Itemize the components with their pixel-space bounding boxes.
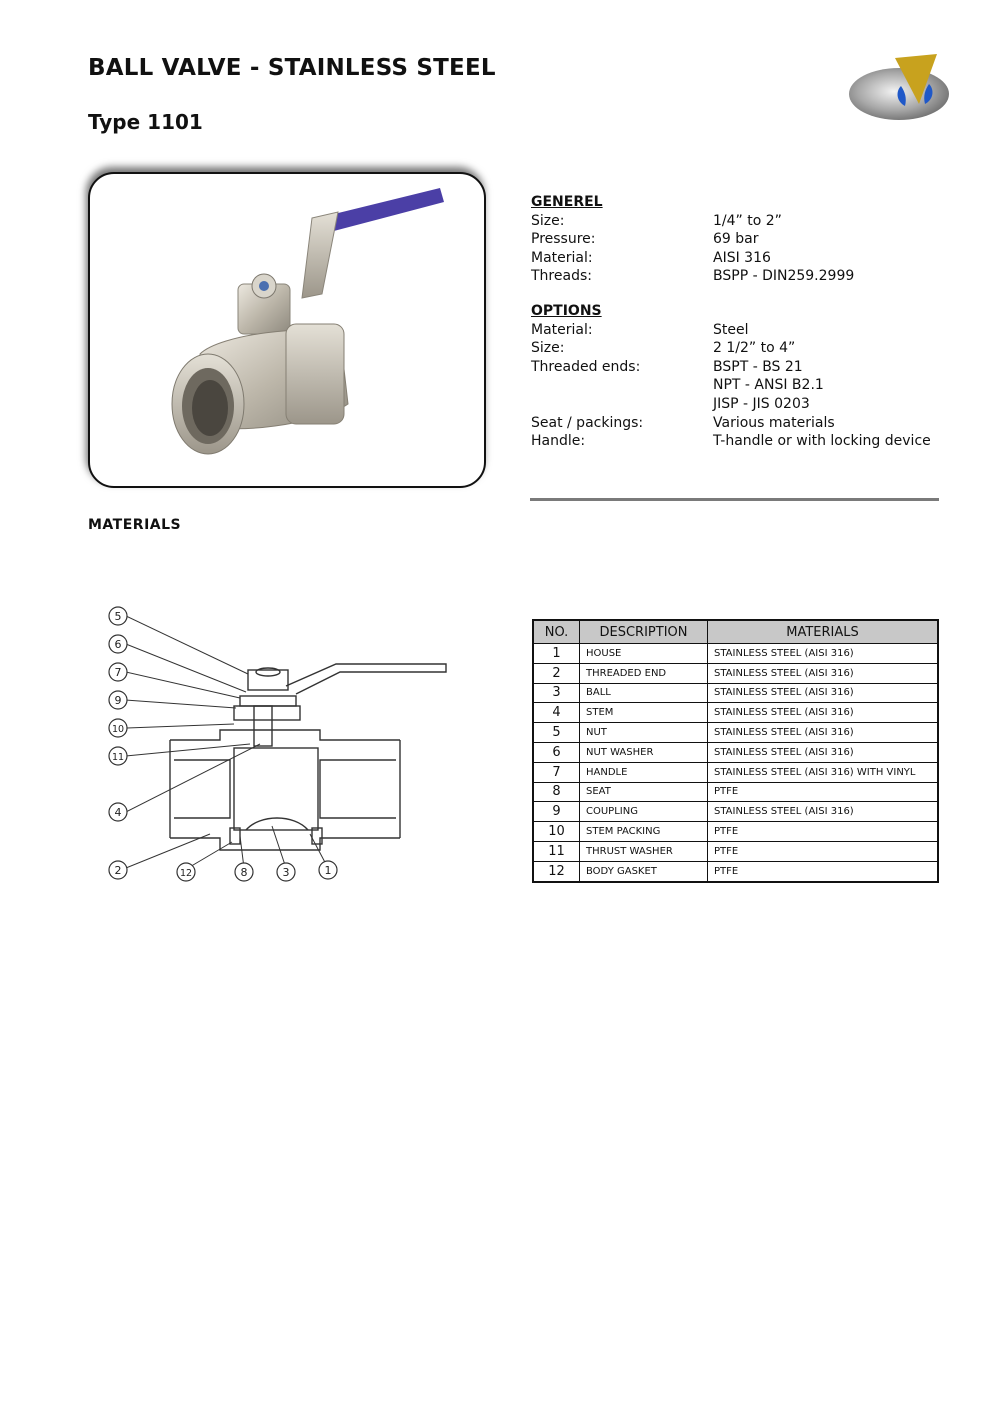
spec-value: Various materials: [713, 414, 835, 431]
callout-label: 8: [240, 866, 248, 879]
table-header-row: [533, 620, 938, 644]
table-row: [533, 782, 938, 802]
spec-value: T-handle or with locking device: [713, 433, 931, 450]
part-material: STAINLESS STEEL (AISI 316): [708, 683, 939, 703]
column-header-description: DESCRIPTION: [580, 620, 708, 644]
part-number: 11: [533, 841, 580, 861]
spec-value: 2 1/2” to 4”: [713, 340, 796, 357]
spec-label: Pressure:: [531, 231, 596, 248]
spec-value: NPT - ANSI B2.1: [713, 377, 824, 394]
product-type: Type 1101: [88, 110, 203, 134]
spec-label: Threaded ends:: [531, 358, 641, 375]
part-material: STAINLESS STEEL (AISI 316): [708, 703, 939, 723]
callout-label: 10: [111, 724, 125, 735]
spec-value: Steel: [713, 321, 749, 338]
part-description: BODY GASKET: [580, 861, 708, 881]
spec-row: [531, 267, 854, 286]
spec-row: [531, 249, 854, 268]
spec-row: [531, 230, 854, 249]
spec-row: [531, 339, 931, 358]
spec-label: Material:: [531, 249, 593, 266]
callout-label: 6: [114, 638, 122, 651]
part-material: PTFE: [708, 861, 939, 881]
column-header-no: NO.: [533, 620, 580, 644]
spec-value: AISI 316: [713, 249, 771, 266]
table-row: [533, 841, 938, 861]
part-number: 5: [533, 723, 580, 743]
spec-row: [531, 321, 931, 340]
spec-label: Size:: [531, 340, 565, 357]
table-row: [533, 762, 938, 782]
spec-value: 1/4” to 2”: [713, 212, 782, 229]
spec-label: Seat / packings:: [531, 414, 644, 431]
spec-value: BSPP - DIN259.2999: [713, 268, 855, 285]
part-number: 4: [533, 703, 580, 723]
spec-label: Material:: [531, 321, 593, 338]
part-number: 6: [533, 742, 580, 762]
part-description: NUT WASHER: [580, 742, 708, 762]
spec-row: [531, 376, 931, 395]
table-row: [533, 822, 938, 842]
callout-label: 12: [179, 868, 193, 879]
spec-label: Threads:: [531, 268, 592, 285]
spec-label: Size:: [531, 212, 565, 229]
part-description: THRUST WASHER: [580, 841, 708, 861]
part-material: PTFE: [708, 841, 939, 861]
spec-label: [531, 395, 713, 414]
table-row: [533, 742, 938, 762]
callout-label: 5: [114, 610, 122, 623]
part-description: BALL: [580, 683, 708, 703]
spec-label: [531, 376, 713, 395]
spec-row: [531, 212, 854, 231]
part-description: STEM PACKING: [580, 822, 708, 842]
callout-label: 4: [114, 806, 122, 819]
callout-label: 7: [114, 666, 122, 679]
table-row: [533, 644, 938, 664]
exploded-diagram: [100, 600, 460, 890]
spec-row: [531, 395, 931, 414]
part-material: STAINLESS STEEL (AISI 316): [708, 723, 939, 743]
table-row: [533, 703, 938, 723]
part-number: 9: [533, 802, 580, 822]
spec-row: [531, 432, 931, 451]
part-number: 3: [533, 683, 580, 703]
option-specs: [531, 302, 931, 451]
table-row: [533, 802, 938, 822]
part-material: STAINLESS STEEL (AISI 316) WITH VINYL: [708, 762, 939, 782]
part-material: PTFE: [708, 822, 939, 842]
general-specs: [531, 193, 854, 286]
company-logo: [845, 52, 955, 124]
part-number: 8: [533, 782, 580, 802]
table-row: [533, 683, 938, 703]
part-material: STAINLESS STEEL (AISI 316): [708, 802, 939, 822]
spec-row: [531, 414, 931, 433]
part-material: STAINLESS STEEL (AISI 316): [708, 644, 939, 664]
callout-label: 2: [114, 864, 122, 877]
column-header-materials: MATERIALS: [708, 620, 939, 644]
table-row: [533, 723, 938, 743]
part-description: THREADED END: [580, 663, 708, 683]
page-title: BALL VALVE - STAINLESS STEEL: [88, 55, 496, 81]
spec-row: [531, 358, 931, 377]
product-photo: [88, 172, 486, 488]
callout-label: 9: [114, 694, 122, 707]
part-description: SEAT: [580, 782, 708, 802]
spec-value: 69 bar: [713, 231, 759, 248]
table-row: [533, 663, 938, 683]
part-description: HOUSE: [580, 644, 708, 664]
section-divider: [530, 498, 939, 501]
materials-heading: MATERIALS: [88, 517, 182, 533]
spec-value: JISP - JIS 0203: [713, 395, 810, 412]
table-row: [533, 861, 938, 881]
part-number: 2: [533, 663, 580, 683]
part-number: 1: [533, 644, 580, 664]
part-description: COUPLING: [580, 802, 708, 822]
part-number: 7: [533, 762, 580, 782]
spec-value: BSPT - BS 21: [713, 358, 803, 375]
materials-table: [532, 619, 939, 883]
options-heading: OPTIONS: [531, 303, 602, 319]
callout-label: 1: [324, 864, 332, 877]
spec-label: Handle:: [531, 433, 586, 450]
part-material: STAINLESS STEEL (AISI 316): [708, 663, 939, 683]
part-material: STAINLESS STEEL (AISI 316): [708, 742, 939, 762]
part-number: 12: [533, 861, 580, 881]
callout-label: 11: [111, 752, 125, 763]
general-heading: GENEREL: [531, 194, 603, 210]
part-description: NUT: [580, 723, 708, 743]
callout-label: 3: [282, 866, 290, 879]
part-material: PTFE: [708, 782, 939, 802]
part-description: STEM: [580, 703, 708, 723]
part-description: HANDLE: [580, 762, 708, 782]
part-number: 10: [533, 822, 580, 842]
